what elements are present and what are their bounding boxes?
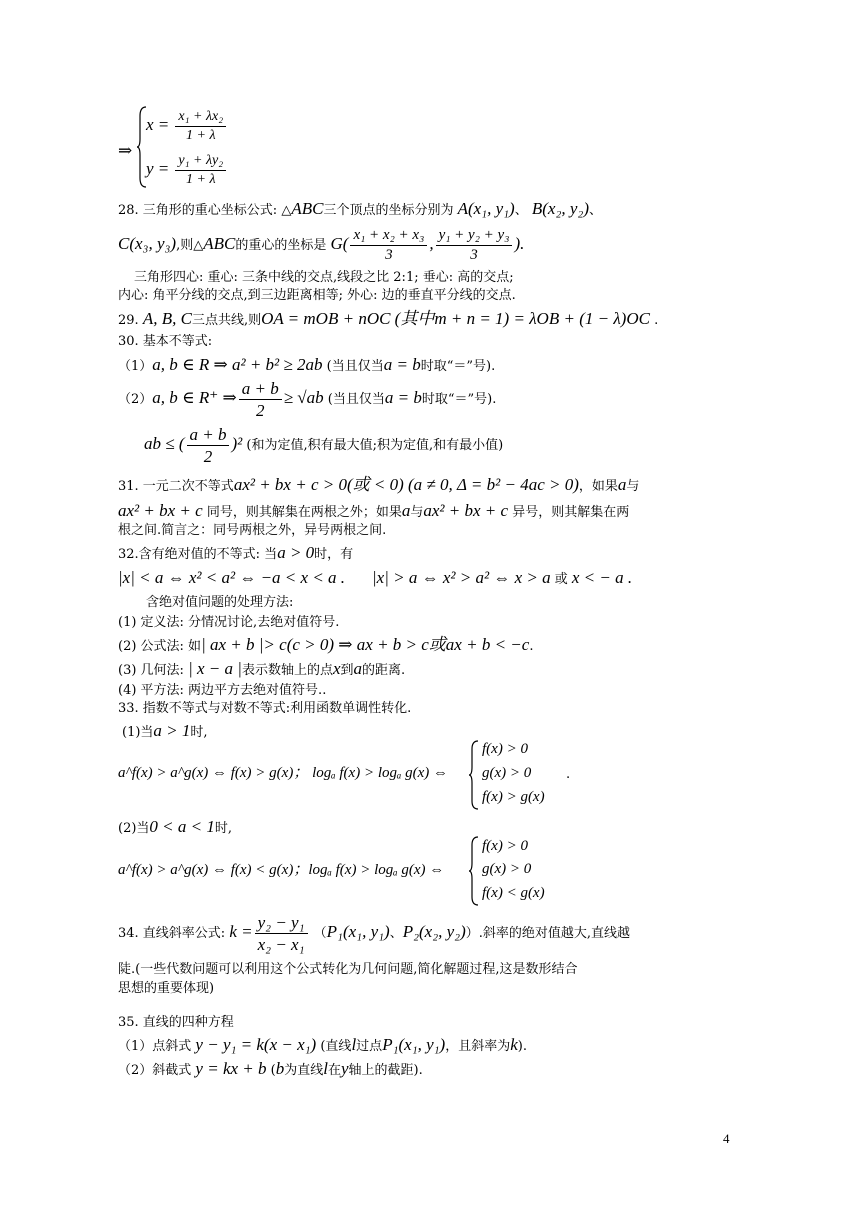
s29-line: 29. A, B, C三点共线,则OA = mOB + nOC (其中m + n = 1) = λOB + (1 − λ)OC . bbox=[118, 309, 659, 328]
s30-item2: （2）a, b ∈ R⁺ ⇒ $\frac{a + b}{2}$ ≥ √ab (当且仅当a = b时取“＝”号). bbox=[118, 379, 497, 420]
left-brace bbox=[468, 740, 480, 810]
s32-title: 32.含有绝对值的不等式: 当a > 0时，有 bbox=[118, 543, 354, 562]
s32-formula-1: |x| < a ⇔ x² < a² ⇔ −a < x < a . bbox=[118, 568, 346, 587]
s34-line3: 思想的重要体现) bbox=[118, 981, 215, 996]
left-brace bbox=[468, 836, 480, 906]
s34-line2: 陡.(一些代数问题可以利用这个公式转化为几何问题,简化解题过程,这是数形结合 bbox=[118, 962, 578, 977]
s32-subtitle: 含绝对值问题的处理方法: bbox=[146, 595, 294, 610]
s33-case2: (2)当0 < a < 1时, bbox=[118, 817, 233, 836]
s28-line1: 28. 三角形的重心坐标公式: △ABC三个顶点的坐标分别为 A(x₁, y₁)、 B(x₂, y₂)、 bbox=[118, 199, 603, 218]
s32-method-4: (4) 平方法: 两边平方去绝对值符号.. bbox=[118, 683, 327, 698]
s33-title: 33. 指数不等式与对数不等式:利用函数单调性转化. bbox=[118, 701, 412, 716]
s35-item1: （1）点斜式 y − y₁ = k(x − x₁) (直线l过点P₁(x₁, y₁)，且斜率为k). bbox=[118, 1035, 527, 1054]
s33-case1-cond-1: f(x) > 0 bbox=[482, 741, 528, 757]
s33-case1-formula: a^f(x) > a^g(x) ⇔ f(x) > g(x)； logₐ f(x) > logₐ g(x) ⇔ bbox=[118, 765, 449, 781]
s34-line1: 34. 直线斜率公式: k = $\frac{\text{y₂ − y₁}}{\text{x₂ − x₁}}$ （P₁(x₁, y₁)、P₂(x₂, y₂)）.斜率的绝对值越大,直线越 bbox=[118, 913, 630, 954]
s33-case1-dot: . bbox=[566, 767, 571, 782]
s28-line2: C(x₃, y₃),则△ABC的重心的坐标是 G( $\frac{\text{x₁ + x₂ + x₃}}{3}$ , $\frac{\text{y₁ + y₂ + y₃}}{3}$ ). bbox=[118, 227, 525, 263]
page-number: 4 bbox=[723, 1131, 730, 1146]
x-equation: x = $\frac{\text{x₁ + λx₂}}{1 + \lambda}$ bbox=[146, 110, 228, 143]
s31-line1: 31. 一元二次不等式ax² + bx + c > 0(或 < 0) (a ≠ 0, Δ = b² − 4ac > 0)，如果a与 bbox=[118, 475, 640, 494]
s33-case1-cond-2: g(x) > 0 bbox=[482, 765, 532, 781]
s28-centers-2: 内心: 角平分线的交点,到三边距离相等; 外心: 边的垂直平分线的交点. bbox=[118, 288, 516, 303]
s30-item3: ab ≤ ( $\frac{a + b}{2}$ )² (和为定值,积有最大值;积为定值,和有最小值) bbox=[144, 425, 504, 466]
s28-centers-1: 三角形四心: 重心: 三条中线的交点,线段之比 2:1; 垂心: 高的交点; bbox=[134, 270, 514, 285]
s32-method-1: (1) 定义法: 分情况讨论,去绝对值符号. bbox=[118, 615, 340, 630]
s32-method-2: (2) 公式法: 如| ax + b |> c(c > 0) ⇒ ax + b > c或ax + b < −c. bbox=[118, 635, 534, 654]
s32-method-3: (3) 几何法: | x − a |表示数轴上的点x到a的距离. bbox=[118, 659, 406, 678]
s33-case2-formula: a^f(x) > a^g(x) ⇔ f(x) < g(x)；logₐ f(x) > logₐ g(x) ⇔ bbox=[118, 862, 445, 878]
y-equation: y = $\frac{\text{y₁ + λy₂}}{1 + \lambda}$ bbox=[146, 154, 228, 187]
s35-item2: （2）斜截式 y = kx + b (b为直线l在y轴上的截距). bbox=[118, 1059, 423, 1078]
s32-formula-2: |x| > a ⇔ x² > a² ⇔ x > a 或 x < − a . bbox=[372, 568, 633, 587]
s35-title: 35. 直线的四种方程 bbox=[118, 1015, 234, 1030]
s33-case1: (1)当a > 1时, bbox=[122, 721, 208, 740]
s33-case1-cond-3: f(x) > g(x) bbox=[482, 789, 545, 805]
s33-case2-cond-1: f(x) > 0 bbox=[482, 838, 528, 854]
s31-line2: ax² + bx + c 同号，则其解集在两根之外；如果a与ax² + bx + c 异号，则其解集在两 bbox=[118, 501, 630, 520]
s30-title: 30. 基本不等式: bbox=[118, 334, 213, 349]
s31-line3: 根之间.简言之：同号两根之外，异号两根之间. bbox=[118, 523, 387, 538]
implies-symbol: ⇒ bbox=[118, 141, 133, 160]
s30-item1: （1）a, b ∈ R ⇒ a² + b² ≥ 2ab (当且仅当a = b时取“＝”号). bbox=[118, 355, 496, 374]
s33-case2-cond-2: g(x) > 0 bbox=[482, 861, 532, 877]
s33-case2-cond-3: f(x) < g(x) bbox=[482, 885, 545, 901]
